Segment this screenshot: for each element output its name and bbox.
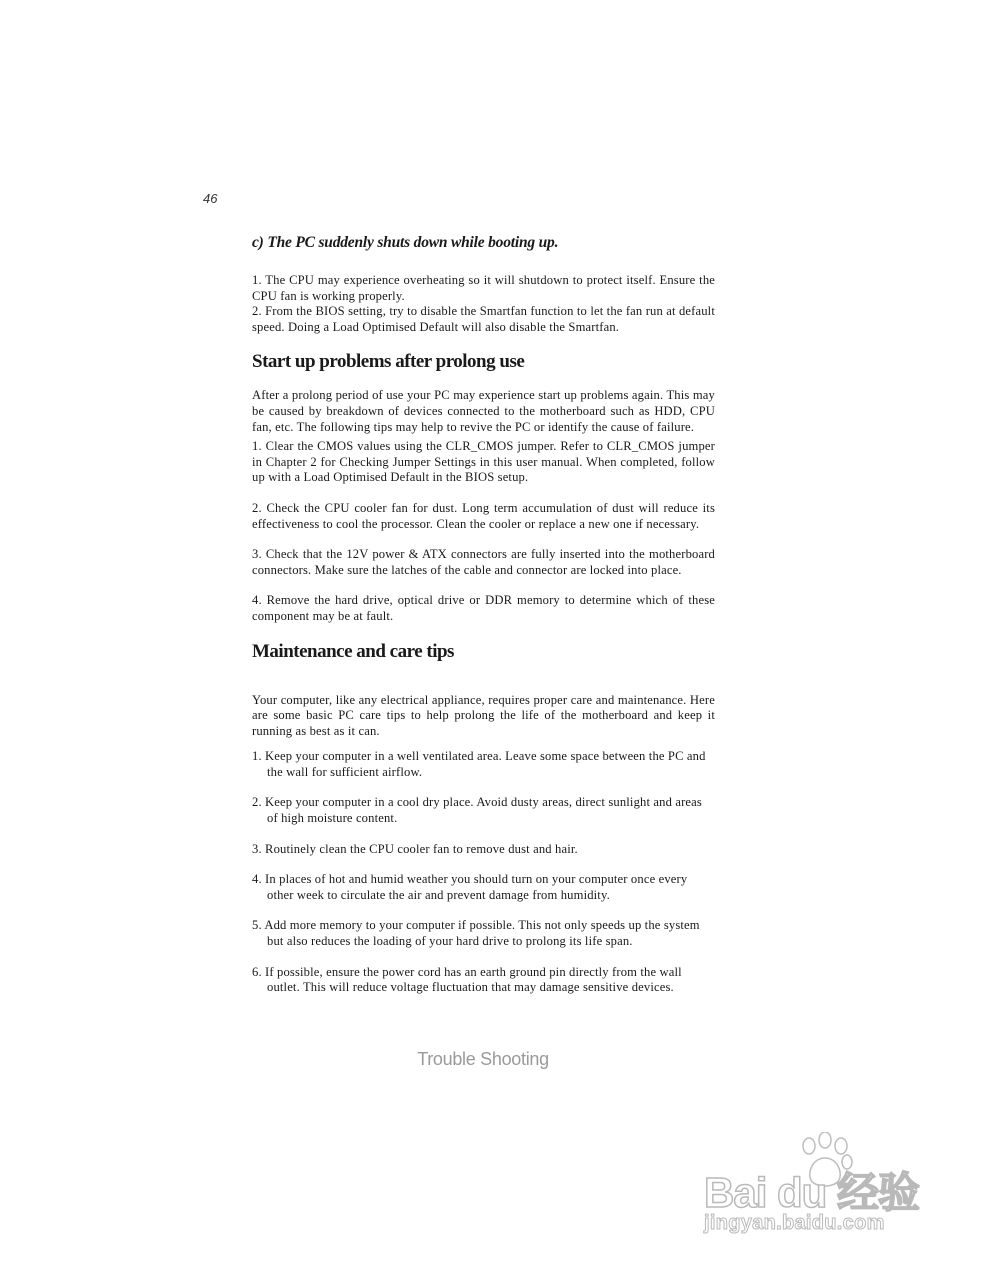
watermark-logo: Bai du 经验 <box>704 1169 920 1216</box>
page-number: 46 <box>203 191 218 206</box>
startup-item-3: 3. Check that the 12V power & ATX connectors are fully inserted into the motherboard connectors. Make sure the latches of the cable and connector are locked into place. <box>252 547 715 577</box>
shutdown-paragraph-2: 2. From the BIOS setting, try to disable the Smartfan function to let the fan run at default speed. Doing a Load Optimised Default will also disable the Smartfan. <box>252 304 715 334</box>
startup-intro: After a prolong period of use your PC may experience start up problems again. This may be caused by breakdown of devices connected to the motherboard such as HDD, CPU fan, etc. The following tips may help to revive the PC or identify the cause of failure. <box>252 388 715 434</box>
document-body <box>252 234 715 996</box>
maintenance-tip: 5. Add more memory to your computer if possible. This not only speeds up the system but also reduces the loading of your hard drive to prolong its life span. <box>252 918 700 949</box>
startup-item-2: 2. Check the CPU cooler fan for dust. Long term accumulation of dust will reduce its effectiveness to cool the processor. Clean the cooler or replace a new one if necessary. <box>252 500 715 531</box>
startup-item-4: 4. Remove the hard drive, optical drive or DDR memory to determine which of these component may be at fault. <box>252 593 715 623</box>
maintenance-tip: 4. In places of hot and humid weather you should turn on your computer once every other week to circulate the air and prevent damage from humidity. <box>252 872 688 902</box>
startup-heading: Start up problems after prolong use <box>252 351 525 373</box>
shutdown-heading: c) The PC suddenly shuts down while booting up. <box>252 234 559 251</box>
startup-item-1: 1. Clear the CMOS values using the CLR_CMOS jumper. Refer to CLR_CMOS jumper in Chapter 2 for Checking Jumper Settings in this user manual. When completed, follow up with a Load Optimised Default in the BIOS setup. <box>252 439 715 485</box>
maintenance-tip: 6. If possible, ensure the power cord has an earth ground pin directly from the wall outlet. This will reduce voltage fluctuation that may damage sensitive devices. <box>252 964 682 995</box>
baidu-watermark <box>700 1132 940 1242</box>
maintenance-tip: 1. Keep your computer in a well ventilated area. Leave some space between the PC and the wall for sufficient airflow. <box>252 749 706 779</box>
maintenance-intro: Your computer, like any electrical appliance, requires proper care and maintenance. Here are some basic PC care tips to help prolong the life of the motherboard and keep it running as best as it can. <box>252 692 715 738</box>
maintenance-heading: Maintenance and care tips <box>252 640 454 662</box>
watermark-url: jingyan.baidu.com <box>704 1212 885 1234</box>
maintenance-tip: 2. Keep your computer in a cool dry place. Avoid dusty areas, direct sunlight and areas of high moisture content. <box>252 795 702 826</box>
shutdown-paragraph-1: 1. The CPU may experience overheating so it will shutdown to protect itself. Ensure the CPU fan is working properly. <box>252 273 715 303</box>
chapter-footer: Trouble Shooting <box>417 1049 549 1069</box>
maintenance-tip: 3. Routinely clean the CPU cooler fan to remove dust and hair. <box>252 841 578 856</box>
maintenance-tips-list <box>252 749 715 996</box>
